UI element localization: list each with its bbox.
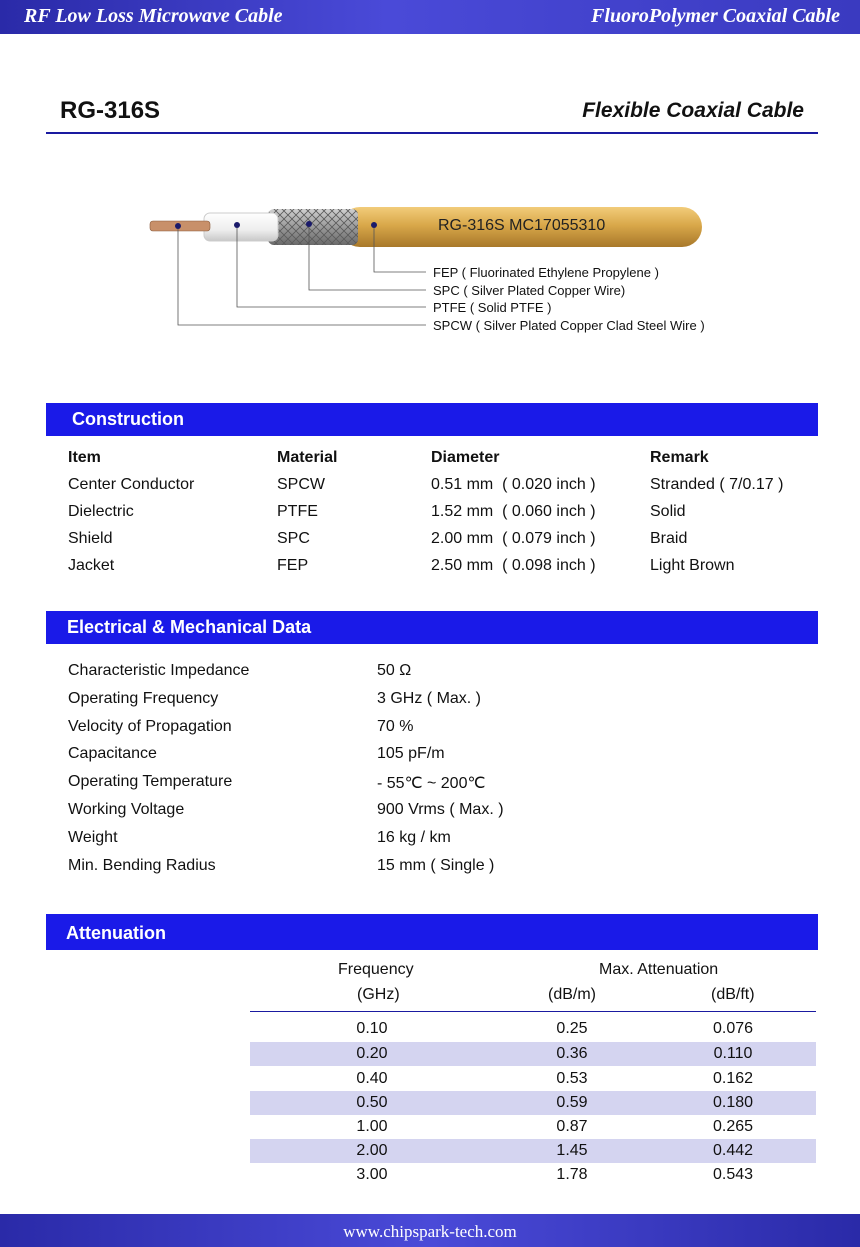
construction-cell: Stranded ( 7/0.17 ) <box>650 476 784 493</box>
dielectric-layer <box>204 213 278 241</box>
att-dbft: 0.110 <box>713 1045 753 1062</box>
att-frequency: 1.00 <box>356 1118 388 1135</box>
construction-cell: SPC <box>277 530 310 547</box>
att-header-frequency-unit: (GHz) <box>357 986 400 1003</box>
att-header-dbm: (dB/m) <box>548 986 596 1003</box>
callout-conductor: SPCW ( Silver Plated Copper Clad Steel Wire ) <box>433 318 705 333</box>
construction-cell: PTFE <box>277 503 318 520</box>
construction-title: Construction <box>72 409 184 429</box>
shield-braid <box>268 209 358 245</box>
title-row <box>46 94 818 134</box>
cable-print-text: RG-316S MC17055310 <box>438 217 606 234</box>
table-row <box>250 1091 816 1115</box>
construction-cell: Center Conductor <box>68 476 195 493</box>
cable-diagram <box>140 195 740 345</box>
footer-bar <box>0 1214 860 1247</box>
att-dbft: 0.162 <box>712 1070 754 1087</box>
construction-cell: 0.51 mm ( 0.020 inch ) <box>431 476 596 493</box>
att-frequency: 0.10 <box>356 1020 388 1037</box>
header-left-title: RF Low Loss Microwave Cable <box>24 5 283 27</box>
construction-cell: Shield <box>68 530 113 547</box>
header-right-title: FluoroPolymer Coaxial Cable <box>591 5 840 27</box>
property-label: Capacitance <box>68 745 157 762</box>
property-value: - 55℃ ~ 200℃ <box>377 775 486 792</box>
att-frequency: 2.00 <box>356 1142 388 1159</box>
footer-url[interactable]: www.chipspark-tech.com <box>343 1222 517 1241</box>
construction-header-material: Material <box>277 449 338 466</box>
att-header-frequency: Frequency <box>338 961 414 978</box>
property-value: 15 mm ( Single ) <box>377 857 495 874</box>
construction-cell: Dielectric <box>68 503 134 520</box>
att-dbft: 0.180 <box>712 1094 754 1111</box>
att-frequency: 0.20 <box>356 1045 388 1062</box>
page-subtitle: Flexible Coaxial Cable <box>582 99 804 122</box>
page-title: RG-316S <box>60 97 161 124</box>
att-dbm: 0.25 <box>556 1020 588 1037</box>
attenuation-section-header <box>46 914 818 950</box>
att-header-max-attenuation: Max. Attenuation <box>599 961 719 978</box>
att-dbm: 0.36 <box>556 1045 588 1062</box>
electrical-section-header <box>46 611 818 644</box>
property-label: Operating Frequency <box>68 690 219 707</box>
att-frequency: 3.00 <box>356 1166 388 1183</box>
att-dbft: 0.265 <box>712 1118 754 1135</box>
construction-section-header <box>46 403 818 436</box>
att-dbft: 0.076 <box>712 1020 754 1037</box>
construction-header-diameter: Diameter <box>431 449 500 466</box>
table-row <box>250 1139 816 1163</box>
table-row <box>250 1042 816 1066</box>
table-row <box>250 1067 816 1091</box>
electrical-title: Electrical & Mechanical Data <box>67 617 312 637</box>
att-dbm: 0.53 <box>556 1070 588 1087</box>
property-value: 105 pF/m <box>377 745 445 762</box>
table-row <box>250 1017 816 1041</box>
att-dbft: 0.543 <box>712 1166 754 1183</box>
table-row <box>250 1115 816 1139</box>
att-header-divider <box>250 1011 816 1012</box>
property-value: 70 % <box>377 718 414 735</box>
callout-shield: SPC ( Silver Plated Copper Wire) <box>433 283 626 298</box>
construction-cell: FEP <box>277 557 309 574</box>
property-label: Operating Temperature <box>68 773 233 790</box>
att-frequency: 0.40 <box>356 1070 388 1087</box>
att-dbft: 0.442 <box>712 1142 754 1159</box>
construction-cell: 1.52 mm ( 0.060 inch ) <box>431 503 596 520</box>
construction-cell: SPCW <box>277 476 325 493</box>
property-value: 50 Ω <box>377 662 412 679</box>
construction-header-remark: Remark <box>650 449 709 466</box>
property-label: Weight <box>68 829 118 846</box>
property-label: Min. Bending Radius <box>68 857 216 874</box>
att-dbm: 0.87 <box>556 1118 588 1135</box>
construction-cell: Jacket <box>68 557 115 574</box>
property-value: 3 GHz ( Max. ) <box>377 690 482 707</box>
callout-dielectric: PTFE ( Solid PTFE ) <box>433 300 552 315</box>
construction-cell: Light Brown <box>650 557 735 574</box>
construction-cell: Braid <box>650 530 688 547</box>
header-bar <box>0 0 860 34</box>
construction-cell: 2.00 mm ( 0.079 inch ) <box>431 530 596 547</box>
table-row <box>250 1163 816 1187</box>
construction-header-item: Item <box>68 449 101 466</box>
callout-jacket: FEP ( Fluorinated Ethylene Propylene ) <box>433 265 659 280</box>
construction-cell: 2.50 mm ( 0.098 inch ) <box>431 557 596 574</box>
att-dbm: 1.78 <box>556 1166 588 1183</box>
attenuation-title: Attenuation <box>66 923 166 943</box>
property-label: Characteristic Impedance <box>68 662 250 679</box>
property-value: 900 Vrms ( Max. ) <box>377 801 504 818</box>
property-label: Working Voltage <box>68 801 185 818</box>
att-frequency: 0.50 <box>356 1094 388 1111</box>
property-label: Velocity of Propagation <box>68 718 232 735</box>
att-dbm: 1.45 <box>556 1142 588 1159</box>
att-dbm: 0.59 <box>556 1094 588 1111</box>
att-header-dbft: (dB/ft) <box>711 986 755 1003</box>
construction-cell: Solid <box>650 503 686 520</box>
property-value: 16 kg / km <box>377 829 451 846</box>
